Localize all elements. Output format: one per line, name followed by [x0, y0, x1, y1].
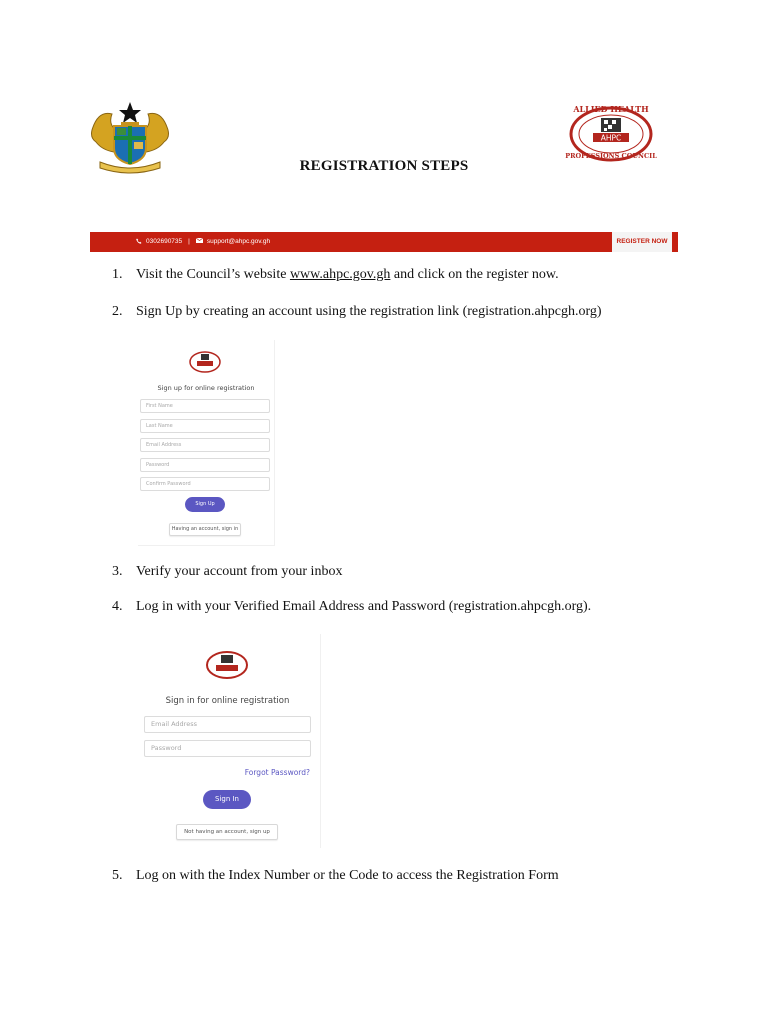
top-contact-banner — [90, 232, 678, 252]
sign-in-link[interactable]: Having an account, sign in — [169, 523, 241, 536]
sign-in-button[interactable]: Sign In — [203, 790, 251, 809]
svg-text:ALLIED HEALTH: ALLIED HEALTH — [573, 104, 649, 114]
sign-up-link[interactable]: Not having an account, sign up — [176, 824, 278, 840]
first-name-field[interactable]: First Name — [140, 399, 270, 413]
sign-up-button[interactable]: Sign Up — [185, 497, 225, 512]
support-email: support@ahpc.gov.gh — [206, 238, 271, 245]
confirm-password-field[interactable]: Confirm Password — [140, 477, 270, 491]
svg-text:AHPC: AHPC — [600, 133, 622, 143]
ahpc-logo-icon — [565, 100, 657, 166]
step-2 — [112, 304, 602, 320]
ahpc-logo-small-icon — [204, 646, 250, 682]
signin-form — [140, 634, 321, 848]
step-text: Verify your account from your inbox — [136, 564, 343, 579]
step-number: 4. — [112, 599, 123, 614]
forgot-password-link[interactable]: Forgot Password? — [244, 768, 310, 777]
phone-number: 0302690735 — [146, 238, 183, 245]
contact-info — [136, 232, 270, 252]
register-now-button[interactable]: REGISTER NOW — [612, 232, 672, 252]
step-1 — [112, 267, 559, 283]
phone-icon — [136, 238, 142, 244]
password-field[interactable]: Password — [144, 740, 311, 757]
signup-heading: Sign up for online registration — [157, 384, 255, 392]
step-text: Sign Up by creating an account using the registration link (registration.ahpcgh.org) — [136, 304, 602, 319]
step-text: Log on with the Index Number or the Code to access the Registration Form — [136, 868, 559, 883]
step-text: Visit the Council’s website — [136, 267, 290, 282]
signin-heading: Sign in for online registration — [165, 696, 290, 706]
step-5 — [112, 868, 559, 884]
step-text: Log in with your Verified Email Address and Password (registration.ahpcgh.org). — [136, 599, 592, 614]
website-link[interactable]: www.ahpc.gov.gh — [289, 267, 391, 282]
step-number: 5. — [112, 868, 123, 883]
step-number: 2. — [112, 304, 123, 319]
step-number: 3. — [112, 564, 123, 579]
contact-separator: | — [188, 238, 190, 245]
email-field[interactable]: Email Address — [144, 716, 311, 733]
ahpc-logo-small-icon — [188, 348, 222, 374]
signup-form — [138, 340, 275, 546]
step-4 — [112, 599, 591, 615]
mail-icon — [196, 238, 203, 243]
last-name-field[interactable]: Last Name — [140, 419, 270, 433]
step-text: and click on the register now. — [390, 267, 559, 282]
page-title: REGISTRATION STEPS — [299, 158, 469, 174]
svg-text:PROFESSIONS COUNCIL: PROFESSIONS COUNCIL — [565, 152, 657, 160]
banner-edge — [672, 232, 678, 252]
email-field[interactable]: Email Address — [140, 438, 270, 452]
step-number: 1. — [112, 267, 123, 282]
step-3 — [112, 564, 342, 580]
password-field[interactable]: Password — [140, 458, 270, 472]
